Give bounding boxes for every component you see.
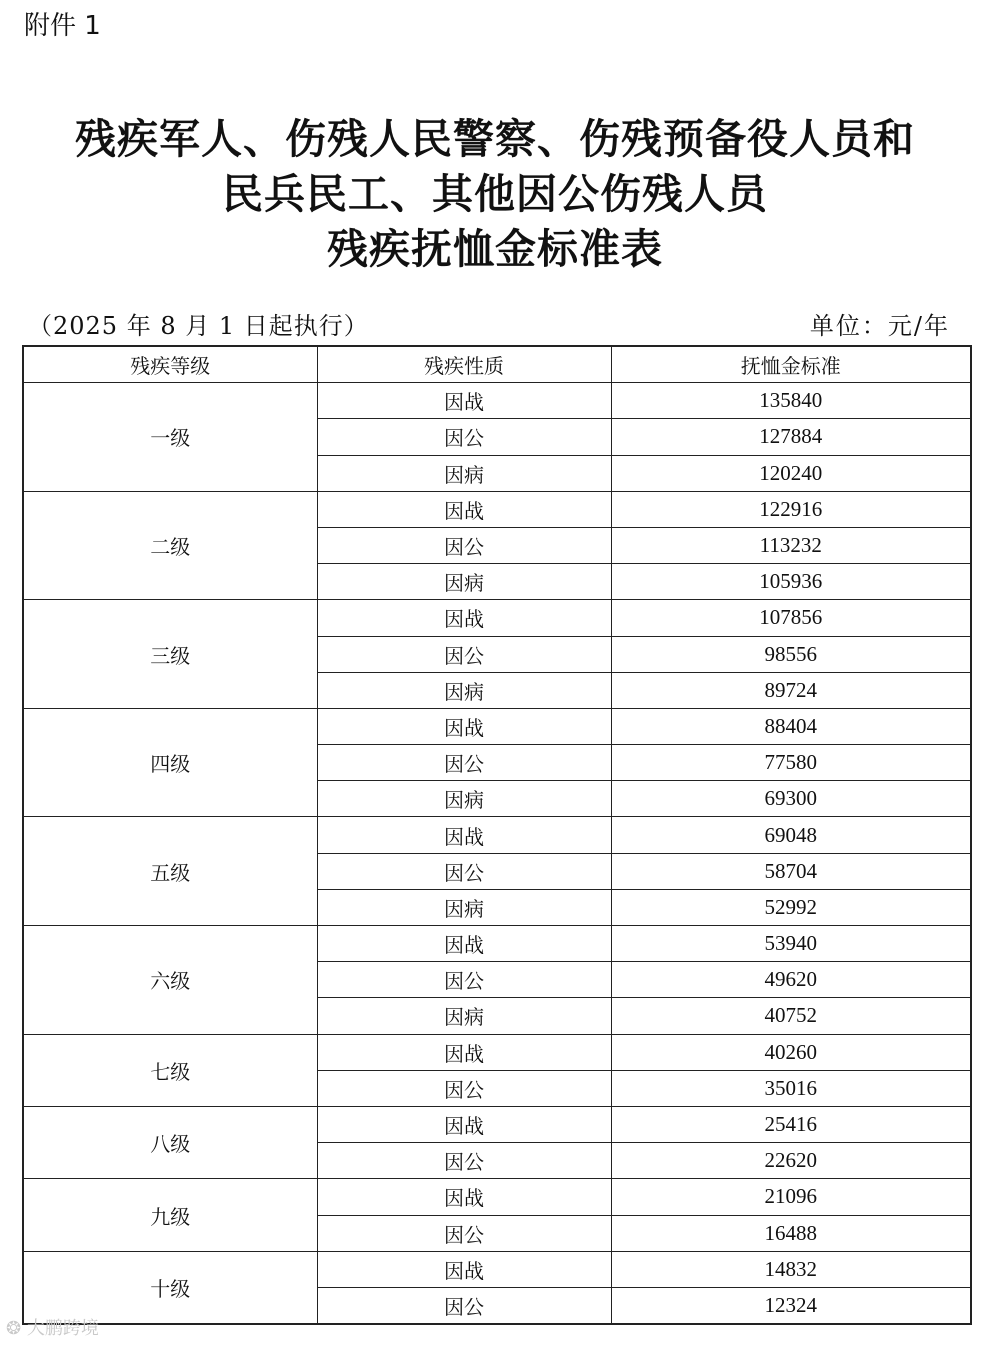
nature-cell: 因战 [317,926,611,962]
table-row [23,1251,971,1287]
nature-cell: 因公 [317,1215,611,1251]
grade-cell: 五级 [23,817,317,926]
amount-cell: 12324 [611,1287,971,1324]
amount-cell: 40752 [611,998,971,1034]
nature-cell: 因公 [317,1070,611,1106]
amount-cell: 40260 [611,1034,971,1070]
nature-cell: 因战 [317,817,611,853]
document-title [0,112,990,277]
nature-cell: 因公 [317,745,611,781]
header-grade: 残疾等级 [23,346,317,383]
table-row [23,708,971,744]
nature-cell: 因战 [317,708,611,744]
table-row [23,600,971,636]
grade-cell: 三级 [23,600,317,709]
effective-date-note: （2025 年 8 月 1 日起执行） [28,312,369,340]
grade-cell: 一级 [23,383,317,492]
table-row [23,1106,971,1142]
watermark-text: 大鹏跨境 [26,1318,99,1339]
title-line-3: 残疾抚恤金标准表 [327,225,663,273]
table-row [23,1179,971,1215]
grade-cell: 四级 [23,708,317,817]
unit-note: 单位：元/年 [809,312,950,340]
nature-cell: 因病 [317,889,611,925]
nature-cell: 因战 [317,1251,611,1287]
amount-cell: 52992 [611,889,971,925]
attachment-label: 附件 1 [24,11,101,41]
nature-cell: 因战 [317,1034,611,1070]
nature-cell: 因公 [317,1143,611,1179]
nature-cell: 因病 [317,998,611,1034]
amount-cell: 113232 [611,527,971,563]
pension-standard-table [22,345,972,1325]
amount-cell: 122916 [611,491,971,527]
grade-cell: 十级 [23,1251,317,1324]
amount-cell: 35016 [611,1070,971,1106]
amount-cell: 88404 [611,708,971,744]
nature-cell: 因公 [317,419,611,455]
amount-cell: 25416 [611,1106,971,1142]
table-row [23,817,971,853]
amount-cell: 120240 [611,455,971,491]
nature-cell: 因战 [317,491,611,527]
amount-cell: 98556 [611,636,971,672]
nature-cell: 因病 [317,781,611,817]
amount-cell: 107856 [611,600,971,636]
title-line-2: 民兵民工、其他因公伤残人员 [222,170,768,218]
nature-cell: 因公 [317,853,611,889]
table-row [23,383,971,419]
amount-cell: 127884 [611,419,971,455]
nature-cell: 因战 [317,600,611,636]
amount-cell: 77580 [611,745,971,781]
table-body [23,383,971,1324]
nature-cell: 因战 [317,1106,611,1142]
amount-cell: 21096 [611,1179,971,1215]
grade-cell: 七级 [23,1034,317,1106]
amount-cell: 14832 [611,1251,971,1287]
table-header-row [23,346,971,383]
amount-cell: 89724 [611,672,971,708]
table-row [23,491,971,527]
nature-cell: 因病 [317,564,611,600]
header-nature: 残疾性质 [317,346,611,383]
amount-cell: 22620 [611,1143,971,1179]
nature-cell: 因公 [317,527,611,563]
grade-cell: 六级 [23,926,317,1035]
header-amount: 抚恤金标准 [611,346,971,383]
nature-cell: 因病 [317,672,611,708]
nature-cell: 因战 [317,1179,611,1215]
amount-cell: 58704 [611,853,971,889]
grade-cell: 八级 [23,1106,317,1178]
title-line-1: 残疾军人、伤残人民警察、伤残预备役人员和 [75,115,915,163]
amount-cell: 53940 [611,926,971,962]
grade-cell: 九级 [23,1179,317,1251]
watermark-logo-icon: ❂ [6,1318,22,1339]
nature-cell: 因公 [317,962,611,998]
table-row [23,926,971,962]
watermark [6,1316,99,1342]
amount-cell: 69300 [611,781,971,817]
nature-cell: 因公 [317,636,611,672]
nature-cell: 因公 [317,1287,611,1324]
nature-cell: 因战 [317,383,611,419]
amount-cell: 69048 [611,817,971,853]
amount-cell: 135840 [611,383,971,419]
nature-cell: 因病 [317,455,611,491]
table-row [23,1034,971,1070]
amount-cell: 16488 [611,1215,971,1251]
amount-cell: 105936 [611,564,971,600]
grade-cell: 二级 [23,491,317,600]
amount-cell: 49620 [611,962,971,998]
